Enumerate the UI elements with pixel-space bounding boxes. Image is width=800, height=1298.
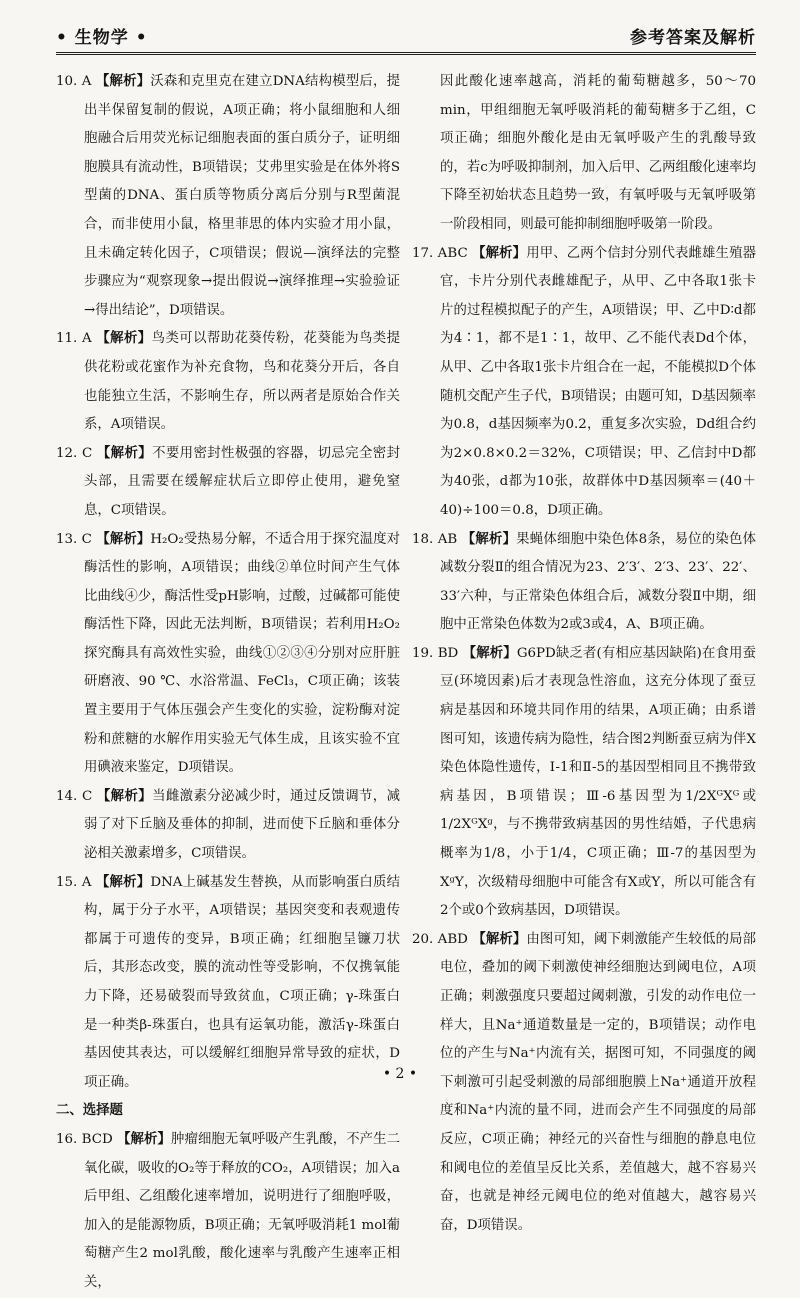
answer-item bbox=[56, 526, 400, 783]
answer-text: 用甲、乙两个信封分别代表雌雄生殖器官，卡片分别代表雌雄配子，从甲、乙中各取1张卡片的过程模拟配子的产生，A项错误；甲、乙中D∶d都为4∶1，都不是1∶1，故甲、乙不能代表Dd个体，从甲、乙中各取1张卡片组合在一起，不能模拟D个体随机交配产生子代，B项错误；由题可知，D基因频率为0.8，d基因频率为0.2，重复多次实验，Dd组合约为2×0.8×0.2＝32%，C项错误；甲、乙信封中D都为40张，d都为10张，故群体中D基因频率＝(40＋40)÷100＝0.8，D项正确。 bbox=[440, 245, 757, 518]
answer-text: G6PD缺乏者(有相应基因缺陷)在食用蚕豆(环境因素)后才表现急性溶血，这充分体现了蚕豆病是基因和环境共同作用的结果，A项正确；由系谱图可知，该遗传病为隐性，结合图2判断蚕豆病为伴X染色体隐性遗传，Ⅰ-1和Ⅱ-5的基因型相同且不携带致病基因，B项错误；Ⅲ-6基因型为1/2XᴳXᴳ或1/2XᴳXᵍ，与不携带致病基因的男性结婚，子代患病概率为1/8，小于1/4，C项正确；Ⅲ-7的基因型为XᵍY，次级精母细胞中可能含有X或Y，所以可能含有2个或0个致病基因，D项错误。 bbox=[440, 645, 756, 919]
answer-item bbox=[56, 1126, 400, 1298]
answer-text: 当雌激素分泌减少时，通过反馈调节，减弱了对下丘脑及垂体的抑制，进而使下丘脑和垂体分泌相关激素增多，C项错误。 bbox=[84, 788, 400, 862]
answer-number: 20. ABD bbox=[412, 931, 473, 947]
answer-number: 19. BD bbox=[412, 645, 463, 661]
analysis-tag: 【解析】 bbox=[96, 788, 153, 804]
analysis-tag: 【解析】 bbox=[96, 331, 152, 347]
answer-number: 13. C bbox=[56, 531, 97, 547]
analysis-tag: 【解析】 bbox=[462, 645, 517, 661]
analysis-tag: 【解析】 bbox=[472, 931, 527, 947]
analysis-tag: 【解析】 bbox=[472, 245, 527, 261]
left-column bbox=[56, 68, 401, 1290]
answer-item bbox=[412, 526, 756, 640]
answer-item bbox=[412, 640, 756, 926]
analysis-tag: 【解析】 bbox=[96, 445, 153, 461]
answer-number: 10. A bbox=[56, 74, 96, 89]
answer-number: 11. A bbox=[56, 331, 97, 347]
answer-item bbox=[412, 926, 756, 1241]
section-title: 二、选择题 bbox=[56, 1103, 123, 1119]
page-header bbox=[56, 14, 756, 55]
answer-text: 肿瘤细胞无氧呼吸产生乳酸，不产生二氧化碳，吸收的O₂等于释放的CO₂，A项错误；加入a后甲组、乙组酸化速率增加，说明进行了细胞呼吸，加入的是能源物质，B项正确；无氧呼吸消耗1 mol葡萄糖产生2 mol乳酸，酸化速率与乳酸产生速率正相关， bbox=[84, 1131, 401, 1290]
answer-item bbox=[56, 440, 400, 526]
analysis-tag: 【解析】 bbox=[117, 1131, 171, 1147]
answer-number: 16. BCD bbox=[56, 1131, 118, 1147]
answer-item bbox=[412, 240, 756, 526]
answer-item bbox=[412, 68, 756, 240]
answer-text: 果蝇体细胞中染色体8条，易位的染色体减数分裂Ⅱ的组合情况为23、2′3′、2′3、23′、22′、33′六种，与正常染色体组合后，减数分裂Ⅱ中期，细胞中正常染色体数为2或3或4，A、B项正确。 bbox=[440, 531, 756, 633]
answer-text: 沃森和克里克在建立DNA结构模型后，提出半保留复制的假说，A项正确；将小鼠细胞和人细胞融合后用荧光标记细胞表面的蛋白质分子，证明细胞膜具有流动性，B项错误；艾弗里实验是在体外将S型菌的DNA、蛋白质等物质分离后分别与R型菌混合，而非使用小鼠，格里菲思的体内实验才用小鼠，且未确定转化因子，C项错误；假说—演绎法的完整步骤应为“观察现象→提出假说→演绎推理→实验验证→得出结论”，D项错误。 bbox=[84, 74, 401, 318]
section-label: 参考答案及解析 bbox=[630, 28, 756, 48]
answer-text: 不要用密封性极强的容器，切忌完全密封头部，且需要在缓解症状后立即停止使用，避免窒息，C项错误。 bbox=[84, 445, 400, 518]
answer-number: 17. ABC bbox=[412, 245, 473, 261]
answer-item bbox=[56, 783, 400, 869]
answer-item bbox=[56, 869, 400, 1098]
answer-text: DNA上碱基发生替换，从而影响蛋白质结构，属于分子水平，A项错误；基因突变和表观遗传都属于可遗传的变异，B项正确；红细胞呈镰刀状后，其形态改变，膜的流动性等受影响，不仅携氧能力下降，还易破裂而导致贫血，C项正确；γ-珠蛋白是一种类β-珠蛋白，也具有运氧功能，激活γ-珠蛋白基因使其表达，可以缓解红细胞异常导致的症状，D项正确。 bbox=[84, 874, 401, 1090]
page-number: • 2 • bbox=[382, 1066, 418, 1082]
answer-text: 由图可知，阈下刺激能产生较低的局部电位，叠加的阈下刺激使神经细胞达到阈电位，A项正确；刺激强度只要超过阈刺激，引发的动作电位一样大，且Na⁺通道数量是一定的，B项错误；动作电位的产生与Na⁺内流有关，据图可知，不同强度的阈下刺激可引起受刺激的局部细胞膜上Na⁺通道开放程度和Na⁺内流的量不同，进而会产生不同强度的局部反应，C项正确；神经元的兴奋性与细胞的静息电位和阈电位的差值呈反比关系，差值越大，越不容易兴奋，也就是神经元阈电位的绝对值越大，越容易兴奋，D项错误。 bbox=[440, 931, 757, 1233]
right-column bbox=[412, 68, 757, 1233]
answer-text: H₂O₂受热易分解，不适合用于探究温度对酶活性的影响，A项错误；曲线②单位时间产生气体比曲线④少，酶活性受pH影响，过酸，过碱都可能使酶活性下降，因此无法判断，B项错误；若利用H₂O₂探究酶具有高效性实验，曲线①②③④分别对应肝脏研磨液、90 ℃、水浴常温、FeCl₃，C项正确；该装置主要用于气体压强会产生变化的实验，淀粉酶对淀粉和蔗糖的水解作用实验无气体生成，且该实验不宜用碘液来鉴定，D项错误。 bbox=[84, 531, 401, 776]
analysis-tag: 【解析】 bbox=[96, 531, 151, 547]
content-columns bbox=[56, 68, 757, 1290]
analysis-tag: 【解析】 bbox=[461, 531, 517, 547]
answer-text: 鸟类可以帮助花葵传粉，花葵能为鸟类提供花粉或花蜜作为补充食物，鸟和花葵分开后，各自也能独立生活，不影响生存，所以两者是原始合作关系，A项错误。 bbox=[84, 331, 401, 433]
answer-text: 因此酸化速率越高，消耗的葡萄糖越多，50～70 min，甲组细胞无氧呼吸消耗的葡萄糖多于乙组，C项正确；细胞外酸化是由无氧呼吸产生的乳酸导致的，若c为呼吸抑制剂，加入后甲、乙两组酸化速率均下降至初始状态且趋势一致，有氧呼吸与无氧呼吸第一阶段相同，则最可能抑制细胞呼吸第一阶段。 bbox=[440, 74, 756, 232]
answer-number: 12. C bbox=[56, 445, 97, 461]
answer-item bbox=[56, 68, 400, 325]
answer-item bbox=[56, 325, 400, 439]
answer-number: 18. AB bbox=[412, 531, 462, 547]
analysis-tag: 【解析】 bbox=[95, 74, 151, 89]
answer-number: 14. C bbox=[56, 788, 97, 804]
answer-number: 15. A bbox=[56, 874, 96, 890]
analysis-tag: 【解析】 bbox=[95, 874, 151, 890]
subject-label: • 生物学 • bbox=[56, 28, 148, 48]
